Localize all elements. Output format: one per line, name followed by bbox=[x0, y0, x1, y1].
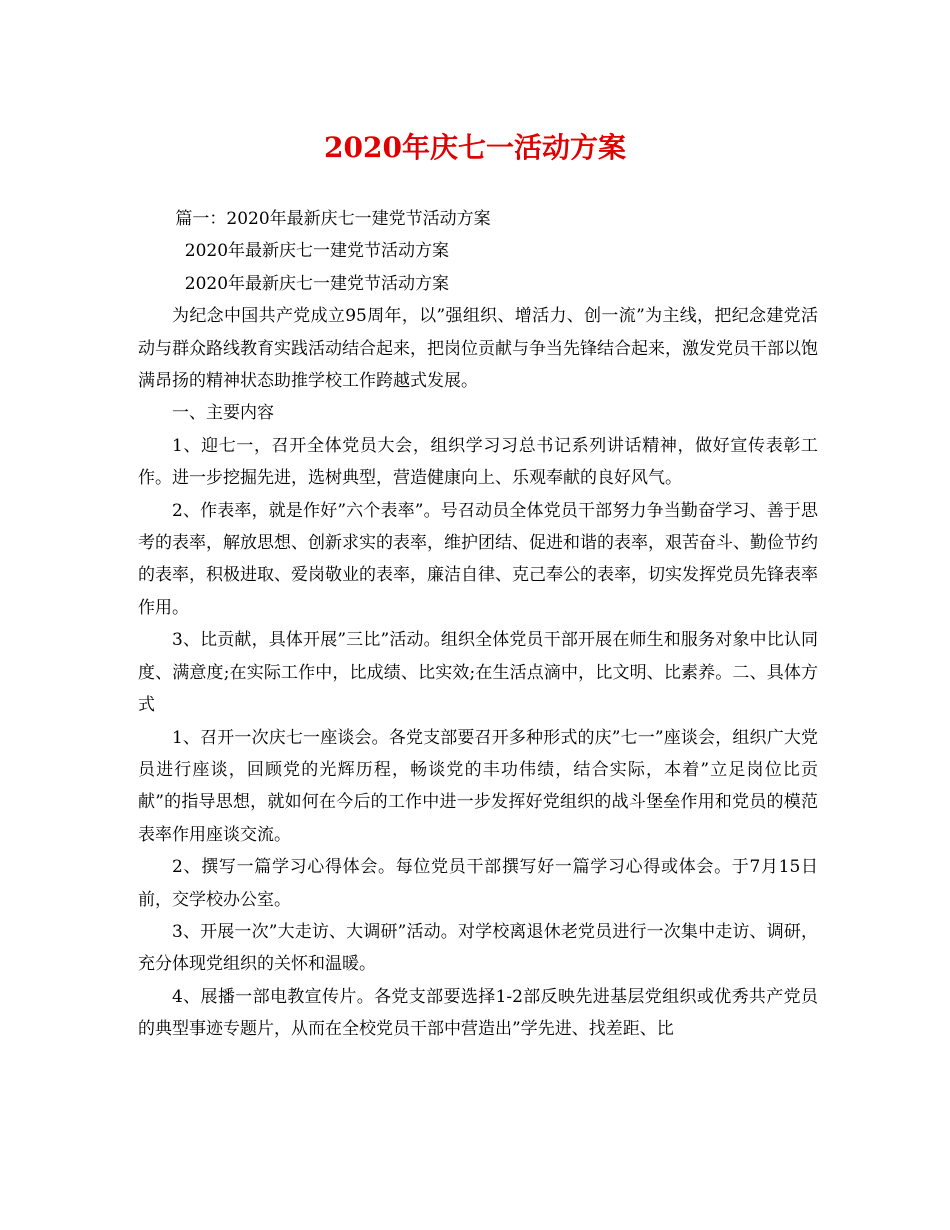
section-heading: 篇一：2020年最新庆七一建党节活动方案 bbox=[175, 209, 491, 229]
document-body bbox=[138, 203, 818, 1046]
body-paragraph: 3、比贡献，具体开展”三比”活动。组织全体党员干部开展在师生和服务对象中比认同度、满意度;在实际工作中，比成绩、比实效;在生活点滴中，比文明、比素养。二、具体方式 bbox=[138, 630, 818, 716]
subtitle-line: 2020年最新庆七一建党节活动方案 bbox=[184, 273, 450, 294]
document-title: 2020年庆七一活动方案 bbox=[324, 131, 626, 164]
body-paragraph: 1、召开一次庆七一座谈会。各党支部要召开多种形式的庆”七一”座谈会，组织广大党员进行座谈，回顾党的光辉历程，畅谈党的丰功伟绩，结合实际，本着”立足岗位比贡献”的指导思想，就如何在今后的工作中进一步发挥好党组织的战斗堡垒作用和党员的模范表率作用座谈交流。 bbox=[138, 727, 818, 845]
body-paragraph: 2、撰写一篇学习心得体会。每位党员干部撰写好一篇学习心得或体会。于7月15日前，交学校办公室。 bbox=[138, 857, 818, 910]
subtitle-line: 2020年最新庆七一建党节活动方案 bbox=[184, 241, 450, 262]
body-paragraph: 3、开展一次”大走访、大调研”活动。对学校离退休老党员进行一次集中走访、调研，充分体现党组织的关怀和温暖。 bbox=[138, 921, 818, 975]
intro-paragraph: 为纪念中国共产党成立95周年，以”强组织、增活力、创一流”为主线，把纪念建党活动与群众路线教育实践活动结合起来，把岗位贡献与争当先锋结合起来，激发党员干部以饱满昂扬的精神状态助推学校工作跨越式发展。 bbox=[138, 306, 818, 392]
section-title-main-content: 一、主要内容 bbox=[172, 403, 274, 424]
body-paragraph: 4、展播一部电教宣传片。各党支部要选择1-2部反映先进基层党组织或优秀共产党员的典型事迹专题片，从而在全校党员干部中营造出”学先进、找差距、比 bbox=[138, 986, 818, 1040]
body-paragraph: 2、作表率，就是作好”六个表率”。号召动员全体党员干部努力争当勤奋学习、善于思考的表率，解放思想、创新求实的表率，维护团结、促进和谐的表率，艰苦奋斗、勤俭节约的表率，积极进取、爱岗敬业的表率，廉洁自律、克己奉公的表率，切实发挥党员先锋表率作用。 bbox=[138, 500, 818, 618]
body-paragraph: 1、迎七一，召开全体党员大会，组织学习习总书记系列讲话精神，做好宣传表彰工作。进一步挖掘先进，选树典型，营造健康向上、乐观奉献的良好风气。 bbox=[138, 435, 818, 489]
